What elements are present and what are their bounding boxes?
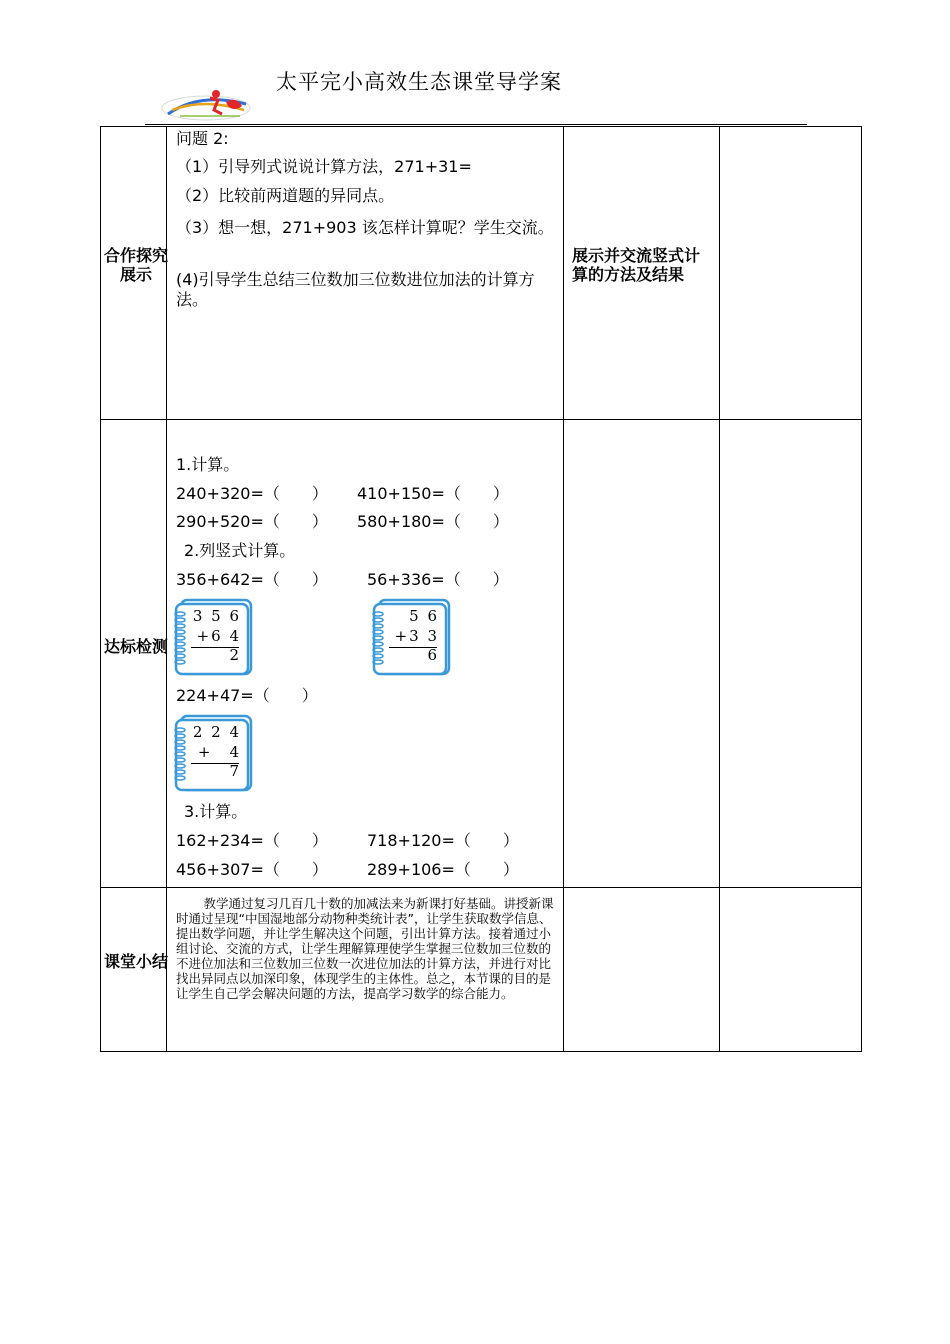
row-label-summary: 课堂小结 (103, 952, 168, 971)
table-border-bottom (100, 1051, 862, 1052)
school-logo-icon (160, 84, 252, 124)
col-line-3 (719, 126, 720, 1052)
calc-1-top: 3 5 6 (192, 607, 241, 625)
row-label-test: 达标检测 (103, 637, 168, 656)
header-rule (145, 124, 807, 125)
exercise-2a: 356+642=（ ） (176, 570, 328, 589)
row-divider-2 (100, 887, 862, 888)
exercise-1c: 290+520=（ ） (176, 512, 328, 531)
exercise-3a: 162+234=（ ） (176, 831, 328, 850)
calc-1-bottom: +6 4 2 (196, 627, 241, 664)
col-line-2 (563, 126, 564, 1052)
vertical-calc-card-1 (173, 598, 293, 676)
question-title: 问题 2: (176, 129, 229, 148)
table-border-top (100, 126, 862, 127)
exercise-1b: 410+150=（ ） (357, 484, 509, 503)
exercise-1d: 580+180=（ ） (357, 512, 509, 531)
col-line-left (100, 126, 101, 1052)
calc-3-bottom: + 4 7 (197, 743, 241, 780)
exercise-2b: 56+336=（ ） (367, 570, 509, 589)
activity-note: 展示并交流竖式计算的方法及结果 (572, 246, 701, 284)
calc-2-rule (389, 647, 437, 648)
question-item-3: （3）想一想，271+903 该怎样计算呢？学生交流。 (176, 218, 554, 237)
calc-1-rule (191, 647, 239, 648)
exercise-3d: 289+106=（ ） (367, 860, 519, 879)
calc-3-top: 2 2 4 (192, 723, 241, 741)
section-2-title: 2.列竖式计算。 (184, 541, 296, 560)
question-item-4: (4)引导学生总结三位数加三位数进位加法的计算方法。 (176, 270, 535, 309)
exercise-3c: 456+307=（ ） (176, 860, 328, 879)
section-3-title: 3.计算。 (184, 802, 248, 821)
row-label-explore: 合作探究展示 (103, 246, 168, 284)
exercise-2c: 224+47=（ ） (176, 686, 318, 705)
exercise-3b: 718+120=（ ） (367, 831, 519, 850)
question-item-1: （1）引导列式说说计算方法，271+31= (176, 157, 472, 176)
calc-3-rule (191, 763, 239, 764)
col-line-right (861, 126, 862, 1052)
vertical-calc-card-3 (173, 714, 293, 792)
vertical-calc-card-2 (371, 598, 491, 676)
exercise-1a: 240+320=（ ） (176, 484, 328, 503)
row-divider-1 (100, 419, 862, 420)
calc-2-bottom: +3 3 6 (394, 627, 439, 664)
page-title: 太平完小高效生态课堂导学案 (276, 70, 562, 94)
section-1-title: 1.计算。 (176, 455, 240, 474)
question-item-2: （2）比较前两道题的异同点。 (176, 186, 395, 205)
calc-2-top: 5 6 (409, 607, 439, 625)
lesson-summary: 教学通过复习几百几十数的加减法来为新课打好基础。讲授新课时通过呈现“中国湿地部分动物种类统计表”，让学生获取数学信息、提出数学问题，并让学生解决这个问题，引出计算方法。接着通过小组讨论、交流的方式，让学生理解算理使学生掌握三位数加三位数的不进位加法和三位数加三位数一次进位加法的计算方法，并进行对比找出异同点以加深印象，体现学生的主体性。总之，本节课的目的是让学生自己学会解决问题的方法，提高学习数学的综合能力。 (176, 896, 554, 1001)
